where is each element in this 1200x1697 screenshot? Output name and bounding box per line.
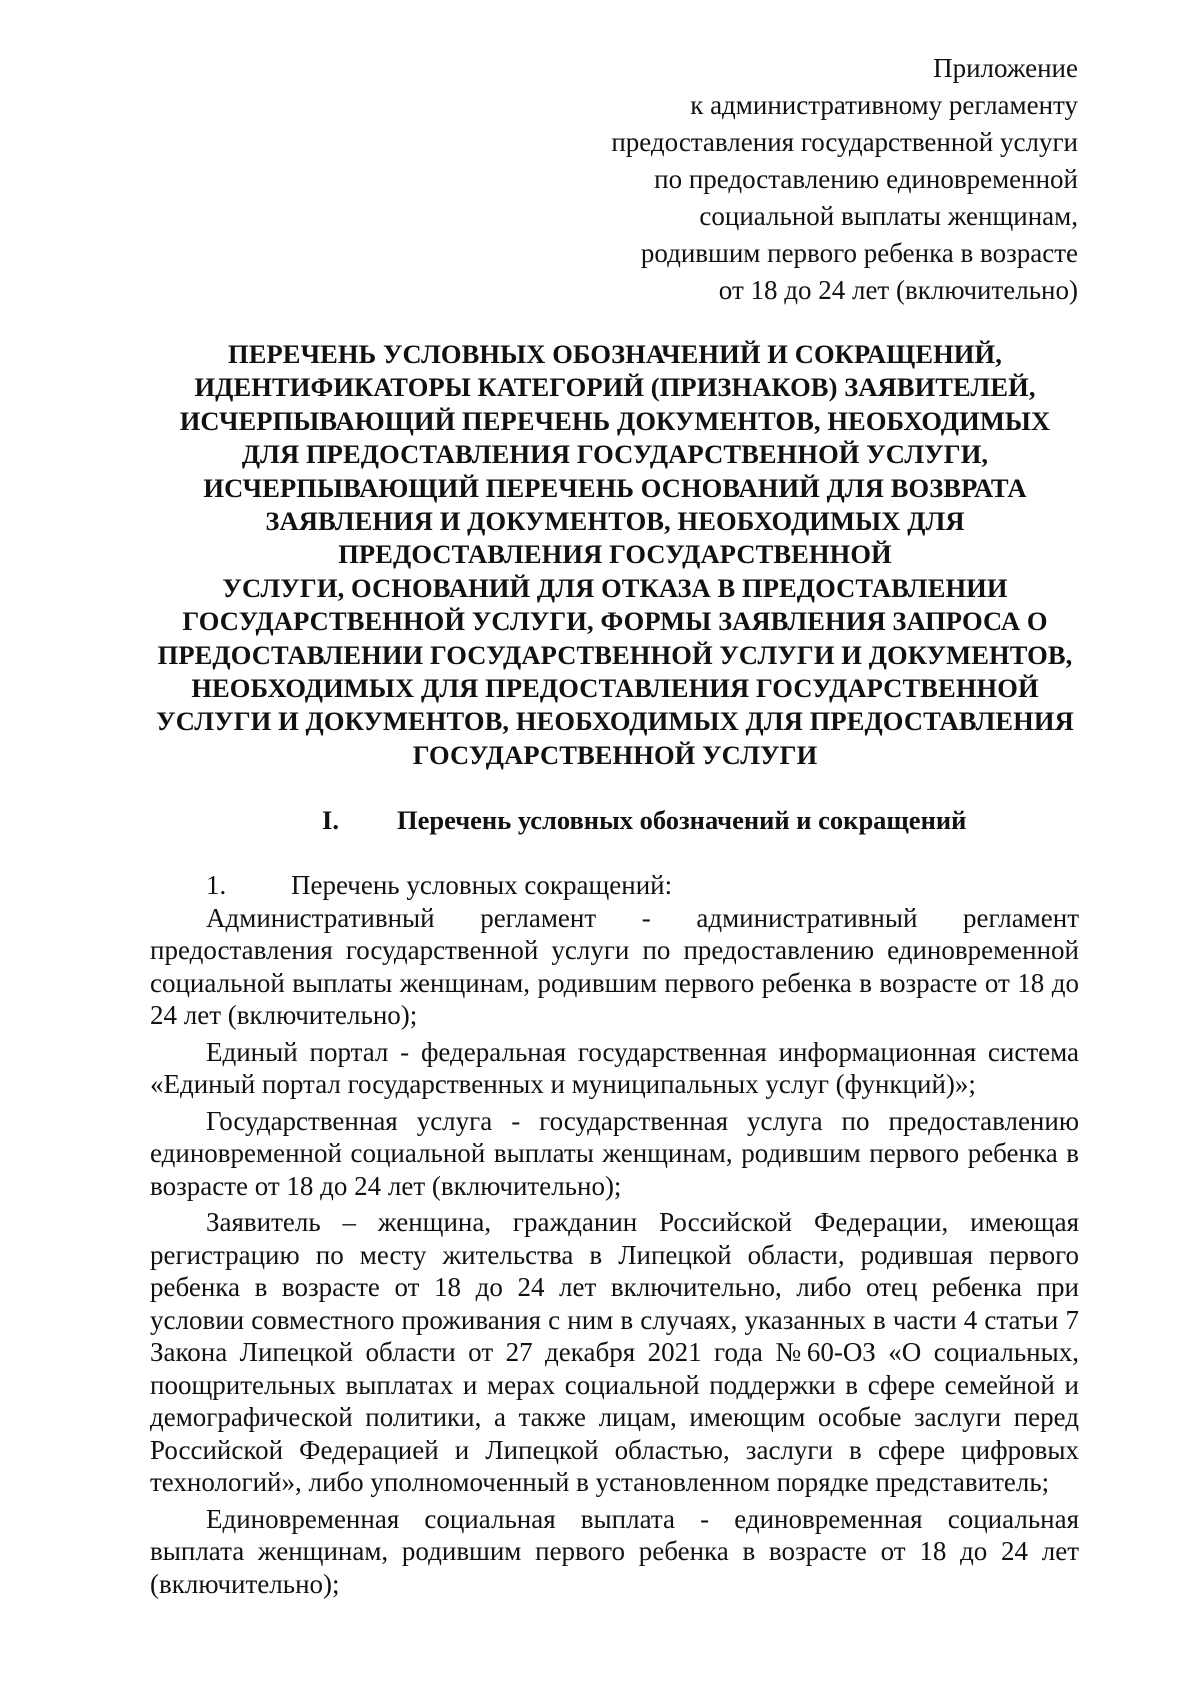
section-number: I. — [322, 805, 339, 835]
appendix-line: Приложение — [933, 53, 1078, 83]
title-line: ПЕРЕЧЕНЬ УСЛОВНЫХ ОБОЗНАЧЕНИЙ И СОКРАЩЕНИЙ, — [228, 339, 1002, 369]
appendix-line: предоставления государственной услуги — [611, 127, 1078, 157]
title-line: УСЛУГИ, ОСНОВАНИЙ ДЛЯ ОТКАЗА В ПРЕДОСТАВЛЕНИИ — [222, 572, 1008, 603]
section-heading-text: Перечень условных обозначений и сокращений — [397, 805, 967, 835]
paragraph-administrative-regulation: Административный регламент - административный регламент предоставления государственной услуги по предоставлению единовременной социальной выплаты женщинам, родившим первого ребенка в возрасте от 18 до 24 лет (включительно); — [150, 902, 1079, 1030]
title-line: ИДЕНТИФИКАТОРЫ КАТЕГОРИЙ (ПРИЗНАКОВ) ЗАЯВИТЕЛЕЙ, — [194, 372, 1036, 403]
title-line: ЗАЯВЛЕНИЯ И ДОКУМЕНТОВ, НЕОБХОДИМЫХ ДЛЯ — [265, 506, 965, 537]
list-item-number: 1. — [206, 870, 227, 900]
appendix-line: социальной выплаты женщинам, — [699, 201, 1078, 231]
appendix-line: от 18 до 24 лет (включительно) — [718, 275, 1078, 305]
title-line: ПРЕДОСТАВЛЕНИЯ ГОСУДАРСТВЕННОЙ — [338, 539, 892, 570]
list-item — [150, 869, 1079, 902]
title-line: ГОСУДАРСТВЕННОЙ УСЛУГИ — [412, 739, 818, 770]
paragraph-applicant: Заявитель – женщина, гражданин Российской Федерации, имеющая регистрацию по месту жительства в Липецкой области, родившая первого ребенка в возрасте от 18 до 24 лет включительно, либо отец ребенка при условии совместного проживания с ним в случаях, указанных в части 4 статьи 7 Закона Липецкой области от 27 декабря 2021 года №60-ОЗ «О социальных, поощрительных выплатах и мерах социальной поддержки в сфере семейной и демографической политики, а также лицам, имеющим особые заслуги перед Российской Федерацией и Липецкой областью, заслуги в сфере цифровых технологий», либо уполномоченный в установленном порядке представитель; — [150, 1207, 1079, 1497]
title-line: УСЛУГИ И ДОКУМЕНТОВ, НЕОБХОДИМЫХ ДЛЯ ПРЕДОСТАВЛЕНИЯ — [156, 706, 1074, 737]
title-line: ДЛЯ ПРЕДОСТАВЛЕНИЯ ГОСУДАРСТВЕННОЙ УСЛУГИ, — [241, 439, 989, 470]
body-text — [150, 869, 1079, 1604]
list-item-text: Перечень условных сокращений: — [291, 870, 673, 900]
title-line: ПРЕДОСТАВЛЕНИИ ГОСУДАРСТВЕННОЙ УСЛУГИ И ДОКУМЕНТОВ, — [157, 639, 1073, 670]
paragraph-lump-sum-payment: Единовременная социальная выплата - единовременная социальная выплата женщинам, родившим первого ребенка в возрасте от 18 до 24 лет (включительно); — [150, 1503, 1079, 1599]
title-line: ГОСУДАРСТВЕННОЙ УСЛУГИ, ФОРМЫ ЗАЯВЛЕНИЯ ЗАПРОСА О — [182, 606, 1048, 637]
appendix-line: по предоставлению единовременной — [654, 164, 1078, 194]
appendix-line: к административному регламенту — [690, 90, 1078, 120]
appendix-block — [518, 50, 1078, 309]
title-line: ИСЧЕРПЫВАЮЩИЙ ПЕРЕЧЕНЬ ОСНОВАНИЙ ДЛЯ ВОЗВРАТА — [203, 472, 1027, 503]
title-line: ИСЧЕРПЫВАЮЩИЙ ПЕРЕЧЕНЬ ДОКУМЕНТОВ, НЕОБХОДИМЫХ — [179, 405, 1051, 436]
section-heading — [322, 803, 966, 837]
document-title — [150, 338, 1080, 772]
paragraph-state-service: Государственная услуга - государственная услуга по предоставлению единовременной социальной выплаты женщинам, родившим первого ребенка в возрасте от 18 до 24 лет (включительно); — [150, 1105, 1079, 1201]
title-line: НЕОБХОДИМЫХ ДЛЯ ПРЕДОСТАВЛЕНИЯ ГОСУДАРСТВЕННОЙ — [191, 673, 1039, 704]
appendix-line: родившим первого ребенка в возрасте — [640, 238, 1078, 268]
paragraph-unified-portal: Единый портал - федеральная государственная информационная система «Единый портал государственных и муниципальных услуг (функций)»; — [150, 1036, 1079, 1099]
